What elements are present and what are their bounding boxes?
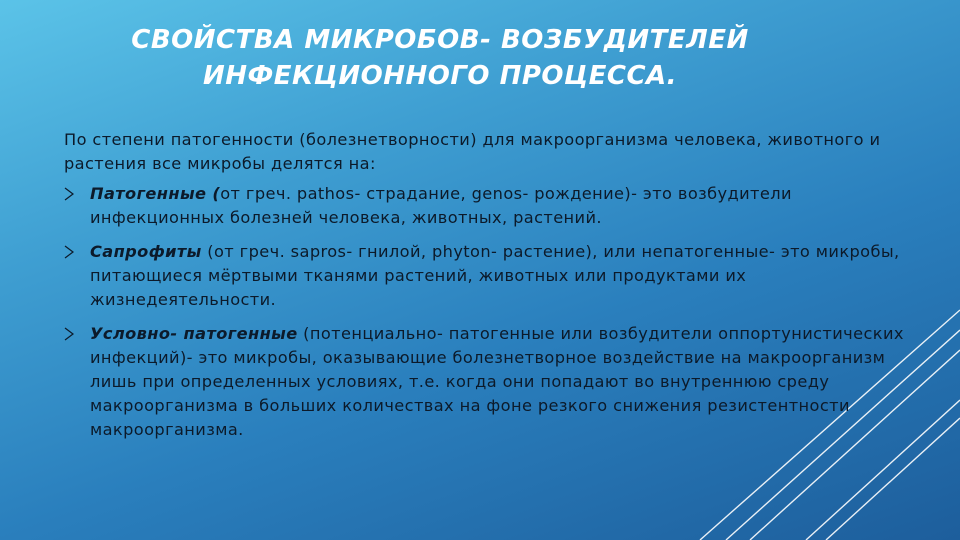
bullet-term: Условно- патогенные: [90, 324, 298, 343]
bullet-text: (от греч. sapros- гнилой, phyton- растение), или непатогенные- это микробы, питающиеся мёртвыми тканями растений, животных или продуктами их жизнедеятельности.: [90, 242, 900, 309]
triangle-bullet-icon: [64, 187, 74, 201]
triangle-bullet-icon: [64, 327, 74, 341]
title-line-1: СВОЙСТВА МИКРОБОВ- ВОЗБУДИТЕЛЕЙ: [131, 25, 749, 55]
title-line-2: ИНФЕКЦИОННОГО ПРОЦЕССА.: [202, 61, 678, 91]
intro-paragraph: По степени патогенности (болезнетворности) для макроорганизма человека, животного и растения все микробы делятся на:: [64, 130, 881, 173]
bullet-term: Патогенные (: [90, 184, 221, 203]
list-item-conditionally-pathogenic: [64, 322, 904, 442]
slide-body: [64, 128, 904, 452]
slide-title: [40, 22, 840, 94]
list-item-pathogenic: [64, 182, 904, 230]
bullet-text: (потенциально- патогенные или возбудители оппортунистических инфекций)- это микробы, оказывающие болезнетворное воздействие на макроорганизм лишь при определенных условиях, т.е. когда они попадают во внутреннюю среду макроорганизма в больших количествах на фоне резкого снижения резистентности макроорганизма.: [90, 324, 904, 439]
list-item-saprophytes: [64, 240, 904, 312]
triangle-bullet-icon: [64, 245, 74, 259]
bullet-text: от греч. pathos- страдание, genos- рождение)- это возбудители инфекционных болезней человека, животных, растений.: [90, 184, 792, 227]
bullet-term: Сапрофиты: [90, 242, 202, 261]
